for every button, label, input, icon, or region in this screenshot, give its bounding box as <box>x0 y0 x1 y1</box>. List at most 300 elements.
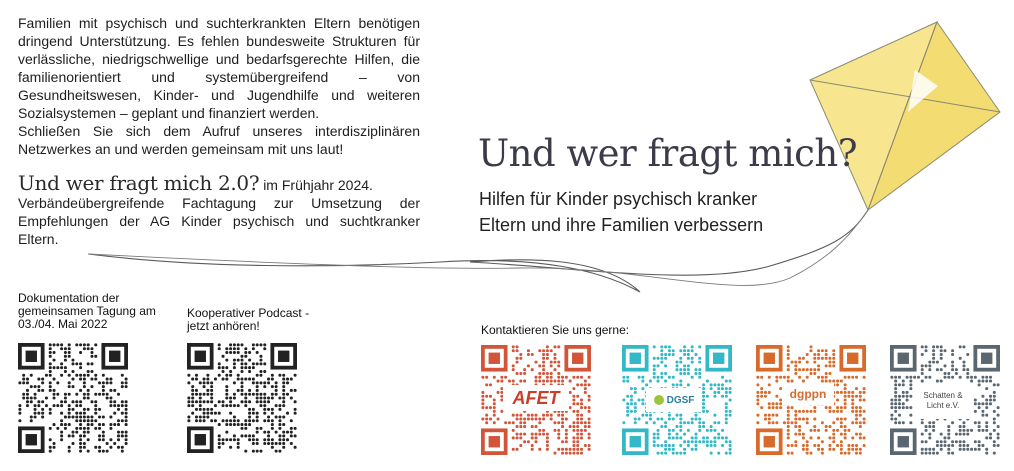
qr-module <box>26 393 29 396</box>
qr-module <box>244 378 247 381</box>
qr-module <box>832 448 835 451</box>
qr-module <box>683 345 686 348</box>
qr-module <box>576 429 579 432</box>
qr-module <box>519 436 522 439</box>
qr-module <box>851 436 854 439</box>
qr-module <box>37 404 40 407</box>
qr-module <box>481 399 484 402</box>
qr-module <box>687 372 690 375</box>
qr-module <box>679 421 682 424</box>
contact-label: Kontaktieren Sie uns gerne: <box>481 323 630 337</box>
qr-module <box>844 376 847 379</box>
qr-module <box>252 408 255 411</box>
qr-module <box>542 414 545 417</box>
qr-module <box>966 448 969 451</box>
qr-module <box>493 376 496 379</box>
qr-module <box>687 364 690 367</box>
qr-module <box>713 429 716 432</box>
qr-module <box>102 374 105 377</box>
qr-module <box>72 415 75 418</box>
qr-module <box>94 400 97 403</box>
qr-module <box>588 383 591 386</box>
qr-module <box>902 402 905 405</box>
qr-module <box>218 438 221 441</box>
qr-module <box>630 402 633 405</box>
qr-module <box>218 442 221 445</box>
qr-module <box>542 433 545 436</box>
qr-module <box>542 353 545 356</box>
qr-module <box>840 433 843 436</box>
qr-module <box>940 444 943 447</box>
qr-module <box>787 433 790 436</box>
qr-module <box>233 362 236 365</box>
qr-module <box>102 434 105 437</box>
qr-module <box>676 436 679 439</box>
qr-module <box>817 448 820 451</box>
qr-module <box>87 374 90 377</box>
qr-module <box>75 415 78 418</box>
qr-module <box>49 389 52 392</box>
qr-module <box>825 349 828 352</box>
qr-module <box>248 389 251 392</box>
qr-module <box>921 452 924 455</box>
qr-module <box>572 440 575 443</box>
qr-module <box>117 446 120 449</box>
qr-module <box>657 452 660 455</box>
qr-module <box>962 440 965 443</box>
qr-module <box>271 442 274 445</box>
dgppn-logo-text: dgppn <box>789 387 827 401</box>
qr-module <box>859 448 862 451</box>
qr-module <box>664 440 667 443</box>
qr-module <box>561 440 564 443</box>
qr-module <box>199 404 202 407</box>
qr-module <box>271 446 274 449</box>
qr-module <box>225 389 228 392</box>
qr-module <box>259 427 262 430</box>
qr-module <box>267 438 270 441</box>
qr-finder-inner <box>26 434 37 445</box>
qr-module <box>694 368 697 371</box>
qr-module <box>691 436 694 439</box>
qr-module <box>798 357 801 360</box>
qr-module <box>489 406 492 409</box>
qr-module <box>989 376 992 379</box>
qr-module <box>844 402 847 405</box>
qr-module <box>244 434 247 437</box>
qr-module <box>113 423 116 426</box>
qr-module <box>840 425 843 428</box>
qr-module <box>863 376 866 379</box>
qr-module <box>557 376 560 379</box>
qr-module <box>481 391 484 394</box>
qr-module <box>710 429 713 432</box>
qr-module <box>79 378 82 381</box>
qr-module <box>241 378 244 381</box>
qr-module <box>282 393 285 396</box>
qr-module <box>775 421 778 424</box>
qr-module <box>683 440 686 443</box>
qr-module <box>233 366 236 369</box>
qr-module <box>840 421 843 424</box>
qr-module <box>909 376 912 379</box>
qr-module <box>125 423 128 426</box>
qr-module <box>898 414 901 417</box>
qr-module <box>672 376 675 379</box>
qr-finder-inner <box>195 351 206 362</box>
qr-code-documentation[interactable] <box>18 343 128 453</box>
qr-module <box>72 385 75 388</box>
qr-module <box>794 364 797 367</box>
qr-module <box>775 376 778 379</box>
qr-module <box>512 429 515 432</box>
qr-module <box>851 448 854 451</box>
qr-module <box>550 349 553 352</box>
qr-module <box>60 434 63 437</box>
qr-code-podcast[interactable] <box>187 343 297 453</box>
qr-module <box>989 433 992 436</box>
qr-module <box>859 395 862 398</box>
qr-finder-inner <box>572 353 583 364</box>
qr-module <box>259 400 262 403</box>
qr-module <box>787 368 790 371</box>
qr-module <box>989 395 992 398</box>
qr-module <box>109 438 112 441</box>
qr-module <box>79 434 82 437</box>
qr-module <box>233 393 236 396</box>
qr-module <box>962 364 965 367</box>
qr-module <box>252 412 255 415</box>
qr-module <box>72 378 75 381</box>
qr-module <box>18 404 21 407</box>
qr-module <box>271 427 274 430</box>
qr-module <box>125 412 128 415</box>
qr-module <box>290 397 293 400</box>
qr-module <box>241 427 244 430</box>
qr-module <box>516 361 519 364</box>
qr-module <box>906 395 909 398</box>
qr-module <box>657 417 660 420</box>
qr-module <box>565 433 568 436</box>
qr-module <box>222 400 225 403</box>
qr-module <box>721 436 724 439</box>
qr-module <box>756 376 759 379</box>
qr-module <box>206 400 209 403</box>
event-description: Verbändeübergreifende Fachtagung zur Umsetzung der Empfehlungen der AG Kinder psychisch und suchtkranker Eltern. <box>18 195 420 247</box>
qr-module <box>641 402 644 405</box>
qr-module <box>45 404 48 407</box>
qr-module <box>49 385 52 388</box>
qr-module <box>244 423 247 426</box>
qr-module <box>561 417 564 420</box>
qr-module <box>523 433 526 436</box>
qr-module <box>676 368 679 371</box>
qr-module <box>64 351 67 354</box>
qr-module <box>894 387 897 390</box>
qr-module <box>535 361 538 364</box>
qr-module <box>90 370 93 373</box>
headline-subtitle <box>479 186 839 238</box>
qr-module <box>538 380 541 383</box>
qr-module <box>546 376 549 379</box>
qr-module <box>275 450 278 453</box>
qr-module <box>653 368 656 371</box>
qr-module <box>588 376 591 379</box>
qr-module <box>580 448 583 451</box>
qr-module <box>203 408 206 411</box>
qr-module <box>970 376 973 379</box>
qr-module <box>214 404 217 407</box>
qr-module <box>813 368 816 371</box>
qr-module <box>199 408 202 411</box>
qr-module <box>233 419 236 422</box>
qr-module <box>572 387 575 390</box>
qr-module <box>553 452 556 455</box>
qr-module <box>267 419 270 422</box>
qr-module <box>68 393 71 396</box>
qr-module <box>844 399 847 402</box>
qr-module <box>694 433 697 436</box>
qr-module <box>256 427 259 430</box>
qr-module <box>917 376 920 379</box>
qr-module <box>717 433 720 436</box>
qr-module <box>638 417 641 420</box>
qr-module <box>75 343 78 346</box>
qr-module <box>222 370 225 373</box>
qr-module <box>974 376 977 379</box>
qr-module <box>87 343 90 346</box>
qr-module <box>898 395 901 398</box>
qr-module <box>218 347 221 350</box>
qr-module <box>794 440 797 443</box>
qr-module <box>959 433 962 436</box>
qr-module <box>810 349 813 352</box>
qr-module <box>98 408 101 411</box>
qr-module <box>56 343 59 346</box>
qr-module <box>698 361 701 364</box>
qr-module <box>588 421 591 424</box>
qr-module <box>985 376 988 379</box>
qr-module <box>713 383 716 386</box>
qr-module <box>203 393 206 396</box>
qr-module <box>962 425 965 428</box>
qr-module <box>962 421 965 424</box>
qr-module <box>802 448 805 451</box>
qr-module <box>794 414 797 417</box>
qr-module <box>676 433 679 436</box>
qr-module <box>512 414 515 417</box>
qr-module <box>41 389 44 392</box>
qr-module <box>851 402 854 405</box>
qr-module <box>828 444 831 447</box>
qr-module <box>706 410 709 413</box>
qr-module <box>294 408 297 411</box>
qr-module <box>997 444 1000 447</box>
qr-module <box>203 385 206 388</box>
qr-module <box>668 353 671 356</box>
qr-module <box>49 412 52 415</box>
qr-module <box>210 408 213 411</box>
qr-module <box>263 347 266 350</box>
qr-module <box>121 400 124 403</box>
qr-module <box>278 423 281 426</box>
qr-module <box>30 419 33 422</box>
qr-module <box>649 414 652 417</box>
qr-module <box>233 438 236 441</box>
qr-module <box>282 374 285 377</box>
qr-module <box>233 404 236 407</box>
qr-module <box>668 448 671 451</box>
qr-module <box>985 429 988 432</box>
qr-module <box>932 452 935 455</box>
qr-module <box>214 419 217 422</box>
qr-module <box>233 351 236 354</box>
qr-module <box>660 417 663 420</box>
qr-module <box>729 399 732 402</box>
qr-module <box>825 376 828 379</box>
qr-module <box>951 368 954 371</box>
qr-module <box>821 448 824 451</box>
qr-module <box>37 378 40 381</box>
qr-module <box>997 436 1000 439</box>
qr-module <box>550 364 553 367</box>
qr-module <box>909 421 912 424</box>
qr-module <box>702 395 705 398</box>
qr-module <box>121 404 124 407</box>
qr-module <box>37 412 40 415</box>
qr-module <box>237 419 240 422</box>
qr-module <box>729 410 732 413</box>
qr-module <box>691 376 694 379</box>
qr-module <box>26 404 29 407</box>
qr-module <box>489 395 492 398</box>
qr-module <box>565 452 568 455</box>
dgsf-logo-text: DGSF <box>666 394 695 406</box>
qr-module <box>49 427 52 430</box>
qr-module <box>49 408 52 411</box>
qr-module <box>256 415 259 418</box>
qr-module <box>83 446 86 449</box>
qr-module <box>64 366 67 369</box>
qr-module <box>981 410 984 413</box>
qr-module <box>256 385 259 388</box>
qr-module <box>278 415 281 418</box>
qr-module <box>817 349 820 352</box>
qr-module <box>580 406 583 409</box>
qr-module <box>125 400 128 403</box>
qr-module <box>959 425 962 428</box>
qr-module <box>282 400 285 403</box>
qr-module <box>989 436 992 439</box>
qr-label-documentation: Dokumentation der gemeinsamen Tagung am 03./04. Mai 2022 <box>18 291 156 331</box>
qr-module <box>290 434 293 437</box>
qr-module <box>997 425 1000 428</box>
qr-module <box>993 452 996 455</box>
qr-module <box>83 393 86 396</box>
qr-module <box>294 374 297 377</box>
qr-module <box>125 378 128 381</box>
qr-module <box>229 412 232 415</box>
qr-module <box>840 452 843 455</box>
qr-module <box>527 364 530 367</box>
qr-module <box>698 417 701 420</box>
qr-module <box>966 429 969 432</box>
qr-module <box>546 414 549 417</box>
qr-module <box>278 434 281 437</box>
qr-module <box>947 429 950 432</box>
qr-module <box>87 389 90 392</box>
qr-module <box>218 412 221 415</box>
qr-module <box>191 412 194 415</box>
qr-module <box>855 387 858 390</box>
qr-module <box>851 406 854 409</box>
qr-module <box>102 385 105 388</box>
qr-module <box>523 372 526 375</box>
qr-module <box>282 389 285 392</box>
qr-module <box>764 391 767 394</box>
qr-module <box>906 406 909 409</box>
qr-module <box>832 349 835 352</box>
qr-module <box>828 361 831 364</box>
qr-module <box>106 450 109 453</box>
qr-module <box>821 452 824 455</box>
qr-module <box>649 380 652 383</box>
qr-module <box>810 436 813 439</box>
qr-module <box>679 357 682 360</box>
qr-module <box>844 391 847 394</box>
qr-module <box>49 446 52 449</box>
qr-module <box>936 361 939 364</box>
qr-module <box>278 397 281 400</box>
qr-module <box>653 364 656 367</box>
qr-module <box>855 414 858 417</box>
qr-module <box>668 349 671 352</box>
qr-module <box>481 376 484 379</box>
qr-module <box>117 438 120 441</box>
qr-module <box>75 362 78 365</box>
qr-module <box>936 452 939 455</box>
qr-module <box>94 393 97 396</box>
qr-module <box>679 361 682 364</box>
qr-module <box>83 408 86 411</box>
qr-module <box>970 429 973 432</box>
qr-module <box>569 406 572 409</box>
qr-module <box>102 381 105 384</box>
qr-module <box>840 410 843 413</box>
qr-module <box>855 395 858 398</box>
qr-module <box>206 408 209 411</box>
qr-module <box>516 357 519 360</box>
qr-module <box>694 448 697 451</box>
qr-module <box>64 347 67 350</box>
qr-module <box>106 397 109 400</box>
qr-module <box>859 399 862 402</box>
qr-module <box>940 368 943 371</box>
qr-module <box>72 434 75 437</box>
qr-module <box>117 423 120 426</box>
qr-finder-inner <box>981 353 992 364</box>
qr-module <box>760 376 763 379</box>
qr-module <box>672 383 675 386</box>
qr-module <box>516 414 519 417</box>
qr-module <box>87 450 90 453</box>
qr-module <box>546 353 549 356</box>
qr-module <box>863 391 866 394</box>
qr-module <box>199 381 202 384</box>
qr-module <box>817 353 820 356</box>
qr-module <box>710 425 713 428</box>
qr-module <box>79 400 82 403</box>
